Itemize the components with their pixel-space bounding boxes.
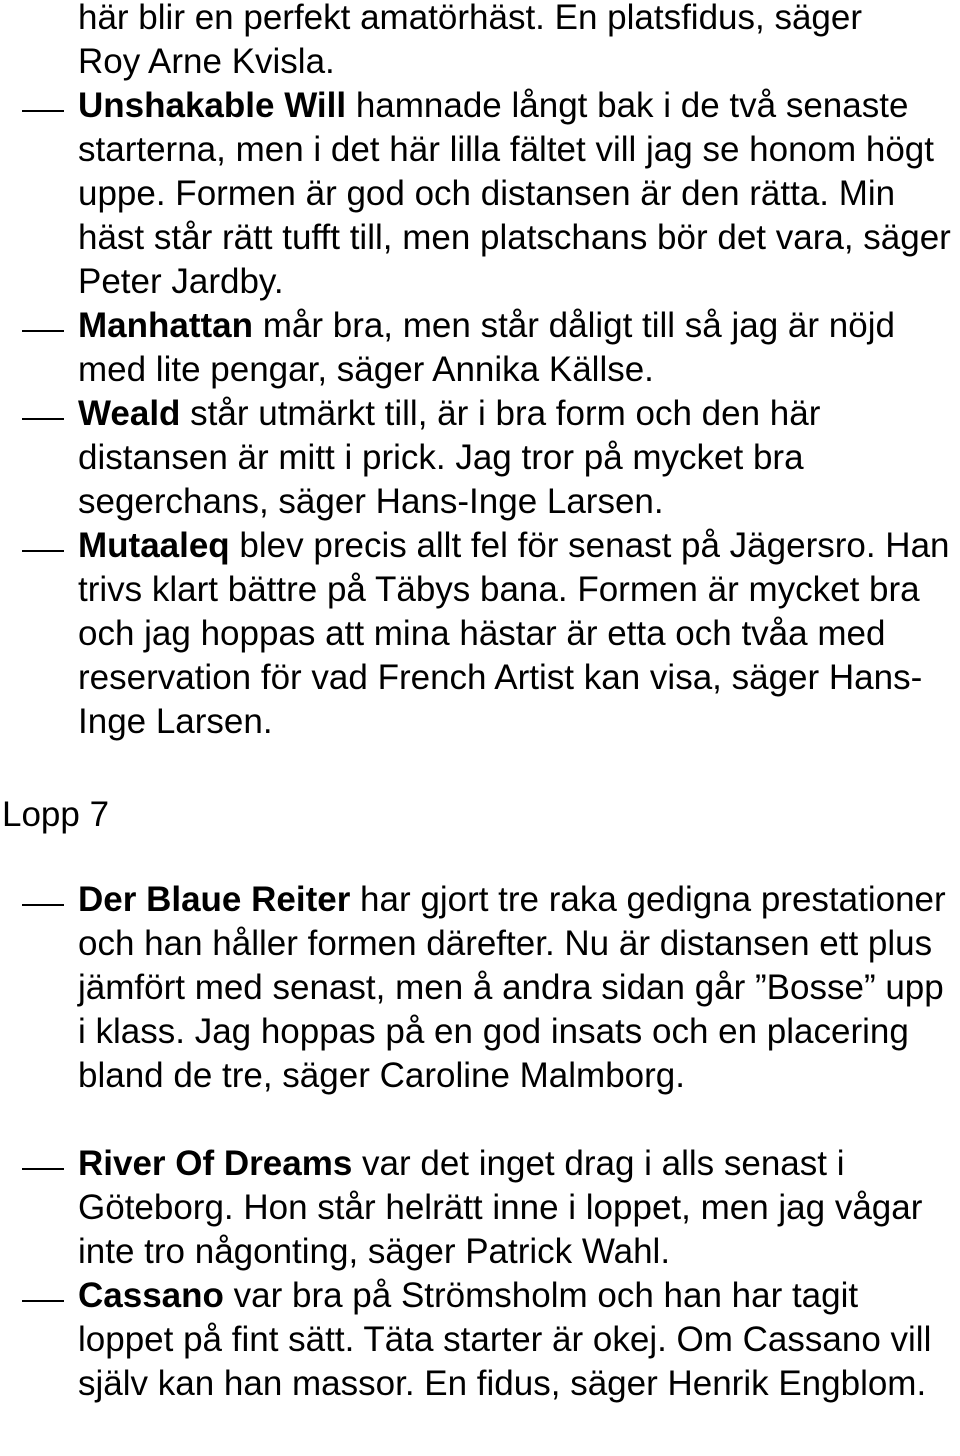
comment-paragraph — [78, 1274, 958, 1406]
dash-bullet — [22, 904, 64, 906]
dash-bullet — [22, 550, 64, 552]
intro-line-1: här blir en perfekt amatörhäst. En platsfidus, säger — [78, 0, 863, 37]
comment-paragraph — [78, 878, 958, 1098]
comment-text: mår bra, men står dåligt till så jag är nöjd med lite pengar, säger Annika Källse. — [78, 306, 895, 389]
comment-paragraph — [78, 1142, 958, 1274]
horse-name: Mutaaleq — [78, 526, 230, 565]
horse-name: Unshakable Will — [78, 86, 347, 125]
horse-name: Der Blaue Reiter — [78, 880, 351, 919]
intro-paragraph — [78, 0, 958, 84]
dash-bullet — [22, 330, 64, 332]
horse-name: Manhattan — [78, 306, 253, 345]
horse-name: Cassano — [78, 1276, 224, 1315]
dash-bullet — [22, 110, 64, 112]
comment-paragraph — [78, 304, 958, 392]
comment-paragraph — [78, 392, 958, 524]
horse-name: Weald — [78, 394, 181, 433]
race-heading: Lopp 7 — [2, 795, 110, 834]
comment-text: står utmärkt till, är i bra form och den här distansen är mitt i prick. Jag tror på mycket bra segerchans, säger Hans-Inge Larsen. — [78, 394, 821, 521]
dash-bullet — [22, 1168, 64, 1170]
comment-text: hamnade långt bak i de två senaste starterna, men i det här lilla fältet vill jag se honom högt uppe. Formen är god och distansen är den rätta. Min häst står rätt tufft till, men platschans bör det vara, säger Peter Jardby. — [78, 86, 951, 301]
intro-line-2: Roy Arne Kvisla. — [78, 42, 335, 81]
dash-bullet — [22, 1300, 64, 1302]
comment-paragraph — [78, 84, 958, 304]
comment-text: har gjort tre raka gedigna prestationer och han håller formen därefter. Nu är distansen ett plus jämfört med senast, men å andra sidan går ”Bosse” upp i klass. Jag hoppas på en god insats och en placering bland de tre, säger Caroline Malmborg. — [78, 880, 946, 1095]
dash-bullet — [22, 418, 64, 420]
comment-text: var bra på Strömsholm och han har tagit loppet på fint sätt. Täta starter är okej. Om Cassano vill själv kan han massor. En fidus, säger Henrik Engblom. — [78, 1276, 932, 1403]
comment-paragraph — [78, 524, 958, 744]
horse-name: River Of Dreams — [78, 1144, 353, 1183]
comment-text: var det inget drag i alls senast i Göteborg. Hon står helrätt inne i loppet, men jag vågar inte tro någonting, säger Patrick Wahl. — [78, 1144, 923, 1271]
comment-text: blev precis allt fel för senast på Jägersro. Han trivs klart bättre på Täbys bana. Formen är mycket bra och jag hoppas att mina hästar är etta och tvåa med reservation för vad French Artist kan visa, säger Hans-Inge Larsen. — [78, 526, 950, 741]
